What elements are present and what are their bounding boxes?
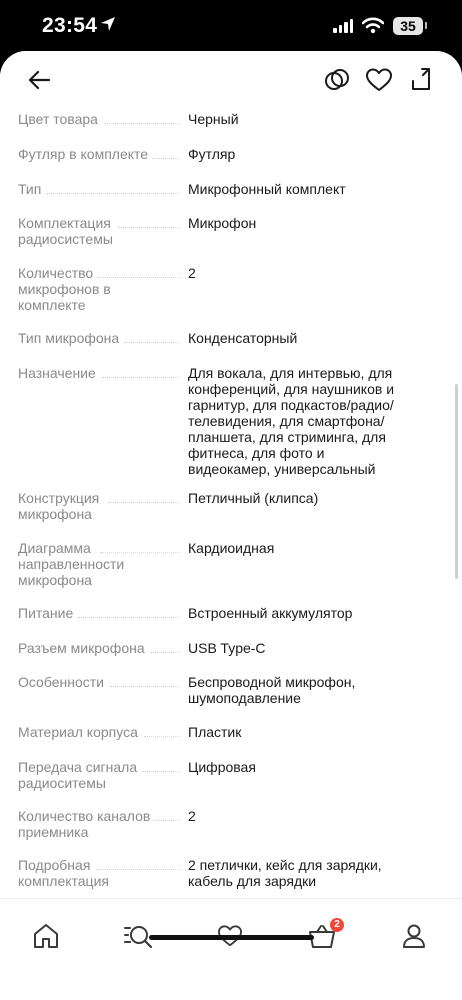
spec-dots xyxy=(144,736,180,737)
spec-dots xyxy=(108,502,180,503)
status-bar xyxy=(0,0,462,52)
spec-value: Кардиоидная xyxy=(188,540,275,556)
spec-value: Пластик xyxy=(188,724,242,740)
cellular-signal-icon xyxy=(333,19,353,33)
spec-label: Тип xyxy=(18,181,42,197)
spec-label: Количество микрофонов в комплекте xyxy=(18,265,111,313)
product-specs-screen xyxy=(0,51,462,1000)
specs-list xyxy=(0,111,462,898)
spec-value: Черный xyxy=(188,111,239,127)
spec-value: Микрофонный комплект xyxy=(188,181,346,197)
spec-value: Микрофон xyxy=(188,215,257,231)
spec-dots xyxy=(104,123,180,124)
spec-dots xyxy=(152,158,180,159)
spec-label: Разъем микрофона xyxy=(18,640,145,656)
profile-icon xyxy=(401,923,427,954)
spec-label: Назначение xyxy=(18,365,96,381)
spec-dots xyxy=(150,652,180,653)
spec-dots xyxy=(110,686,180,687)
back-button[interactable] xyxy=(22,65,56,99)
nav-home-button[interactable] xyxy=(28,921,64,955)
share-icon xyxy=(409,67,433,98)
home-icon xyxy=(32,923,60,954)
spec-dots xyxy=(118,227,180,228)
compare-icon xyxy=(324,67,350,98)
spec-value: 2 петлички, кейс для зарядки, кабель для зарядки xyxy=(188,857,382,889)
compare-button[interactable] xyxy=(320,65,354,99)
spec-dots xyxy=(102,377,180,378)
spec-value: Для вокала, для интервью, для конференций, для наушников и гарнитур, для подкастов/радио/ телевидения, для смартфона/ планшета, для стриминга, для фитнеса, для фото и видеокамер, универсальный xyxy=(188,365,395,477)
spec-value: Конденсаторный xyxy=(188,330,298,346)
spec-value: Петличный (клипса) xyxy=(188,490,319,506)
spec-dots xyxy=(98,277,180,278)
battery-tip xyxy=(425,22,427,29)
arrow-left-icon xyxy=(28,70,50,95)
status-time: 23:54 xyxy=(42,14,98,37)
favorite-button[interactable] xyxy=(362,65,396,99)
share-button[interactable] xyxy=(404,65,438,99)
spec-value: Встроенный аккумулятор xyxy=(188,605,353,621)
spec-label: Цвет товара xyxy=(18,111,98,127)
battery-indicator: 35 xyxy=(393,17,423,35)
cart-badge: 2 xyxy=(330,918,344,932)
spec-label: Конструкция микрофона xyxy=(18,490,100,522)
spec-value: Футляр xyxy=(188,146,236,162)
wifi-icon xyxy=(362,17,384,39)
spec-label: Подробная комплектация xyxy=(18,857,109,889)
top-bar xyxy=(0,51,462,111)
spec-label: Комплектация радиосистемы xyxy=(18,215,113,247)
scrollbar[interactable] xyxy=(455,384,458,579)
spec-label: Диаграмма направленности микрофона xyxy=(18,540,125,588)
spec-label: Материал корпуса xyxy=(18,724,138,740)
nav-profile-button[interactable] xyxy=(396,921,432,955)
spec-value: 2 xyxy=(188,808,196,824)
spec-label: Количество каналов приемника xyxy=(18,808,151,840)
spec-label: Особенности xyxy=(18,674,104,690)
heart-icon xyxy=(365,67,393,98)
spec-label: Тип микрофона xyxy=(18,330,120,346)
spec-dots xyxy=(142,771,180,772)
spec-dots xyxy=(46,193,180,194)
spec-value: 2 xyxy=(188,265,196,281)
spec-label: Питание xyxy=(18,605,74,621)
spec-value: USB Type-C xyxy=(188,640,266,656)
bottom-nav xyxy=(0,898,462,1000)
spec-dots xyxy=(154,820,180,821)
spec-label: Футляр в комплекте xyxy=(18,146,149,162)
spec-dots xyxy=(124,342,180,343)
spec-dots xyxy=(78,617,180,618)
location-arrow-icon xyxy=(100,16,116,37)
home-indicator xyxy=(149,935,314,940)
spec-value: Цифровая xyxy=(188,759,256,775)
spec-value: Беспроводной микрофон, шумоподавление xyxy=(188,674,356,706)
spec-label: Передача сигнала радиоситемы xyxy=(18,759,138,791)
spec-dots xyxy=(100,552,180,553)
spec-dots xyxy=(96,869,180,870)
